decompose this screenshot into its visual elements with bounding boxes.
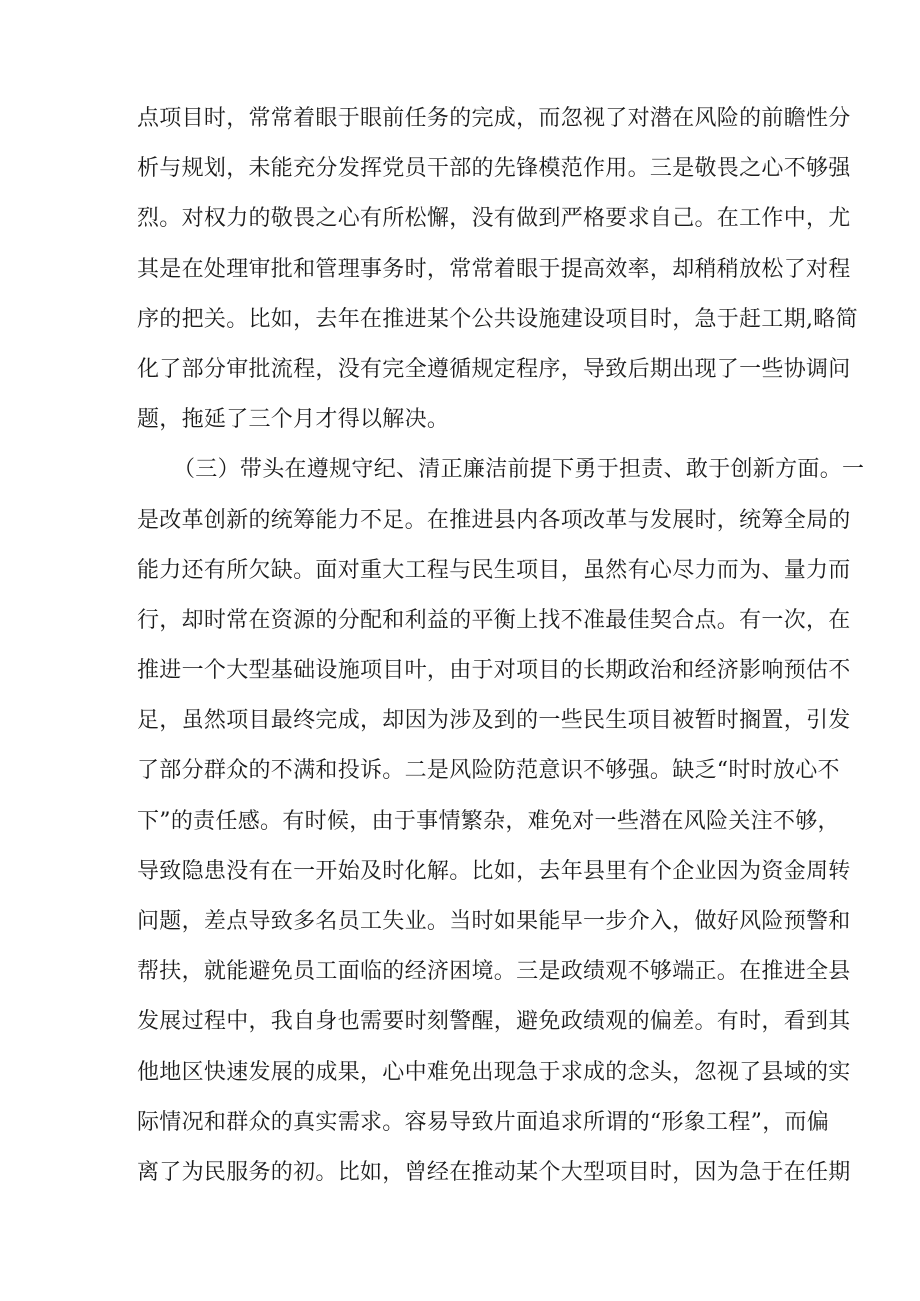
text-line: 点项目时，常常着眼于眼前任务的完成，而忽视了对潜在风险的前瞻性分 — [137, 106, 851, 131]
section-heading-line: （三）带头在遵规守纪、清正廉洁前提下勇于担责、敢于创新方面。一 — [173, 457, 865, 483]
text-line: 际情况和群众的真实需求。容易导致片面追求所谓的“形象工程”，而偏 — [137, 1109, 830, 1135]
text-line: 化了部分审批流程，没有完全遵循规定程序，导致后期出现了一些协调问 — [137, 356, 851, 382]
text-line: 帮扶，就能避免员工面临的经济困境。三是政绩观不够端正。在推进全县 — [137, 959, 851, 985]
text-line: 析与规划，未能充分发挥党员干部的先锋模范作用。三是敬畏之心不够强 — [137, 156, 851, 182]
text-line: 足，虽然项目最终完成，却因为涉及到的一些民生项目被暂时搁置，引发 — [137, 708, 851, 734]
text-line: 下”的责任感。有时候，由于事情繁杂，难免对一些潜在风险关注不够， — [137, 808, 840, 834]
text-line: 发展过程中，我自身也需要时刻警醒，避免政绩观的偏差。有时，看到其 — [137, 1009, 851, 1035]
text-line: 导致隐患没有在一开始及时化解。比如，去年县里有个企业因为资金周转 — [137, 858, 851, 884]
text-line: 行，却时常在资源的分配和利益的平衡上找不准最佳契合点。有一次，在 — [137, 607, 851, 633]
text-line: 烈。对权力的敬畏之心有所松懈，没有做到严格要求自己。在工作中，尤 — [137, 206, 851, 232]
text-line: 离了为民服务的初。比如，曾经在推动某个大型项目时，因为急于在任期 — [137, 1159, 851, 1185]
text-line: 了部分群众的不满和投诉。二是风险防范意识不够强。缺乏“时时放心不 — [137, 758, 840, 784]
text-line: 是改革创新的统筹能力不足。在推进县内各项改革与发展时，统筹全局的 — [137, 507, 851, 533]
text-line: 题，拖延了三个月才得以解决。 — [137, 407, 450, 433]
text-line: 序的把关。比如，去年在推进某个公共设施建设项目时，急于赶工期,略简 — [137, 306, 858, 332]
text-line: 问题，差点导致多名员工失业。当时如果能早一步介入，做好风险预警和 — [137, 909, 851, 934]
text-line: 他地区快速发展的成果，心中难免出现急于求成的念头，忽视了县域的实 — [137, 1059, 851, 1085]
text-line: 推进一个大型基础设施项目叶，由于对项目的长期政治和经济影响预估不 — [137, 658, 851, 684]
text-line: 能力还有所欠缺。面对重大工程与民生项目，虽然有心尽力而为、量力而 — [137, 557, 851, 583]
body-text — [137, 94, 865, 1198]
text-line: 其是在处理审批和管理事务时，常常着眼于提高效率，却稍稍放松了对程 — [137, 256, 851, 282]
